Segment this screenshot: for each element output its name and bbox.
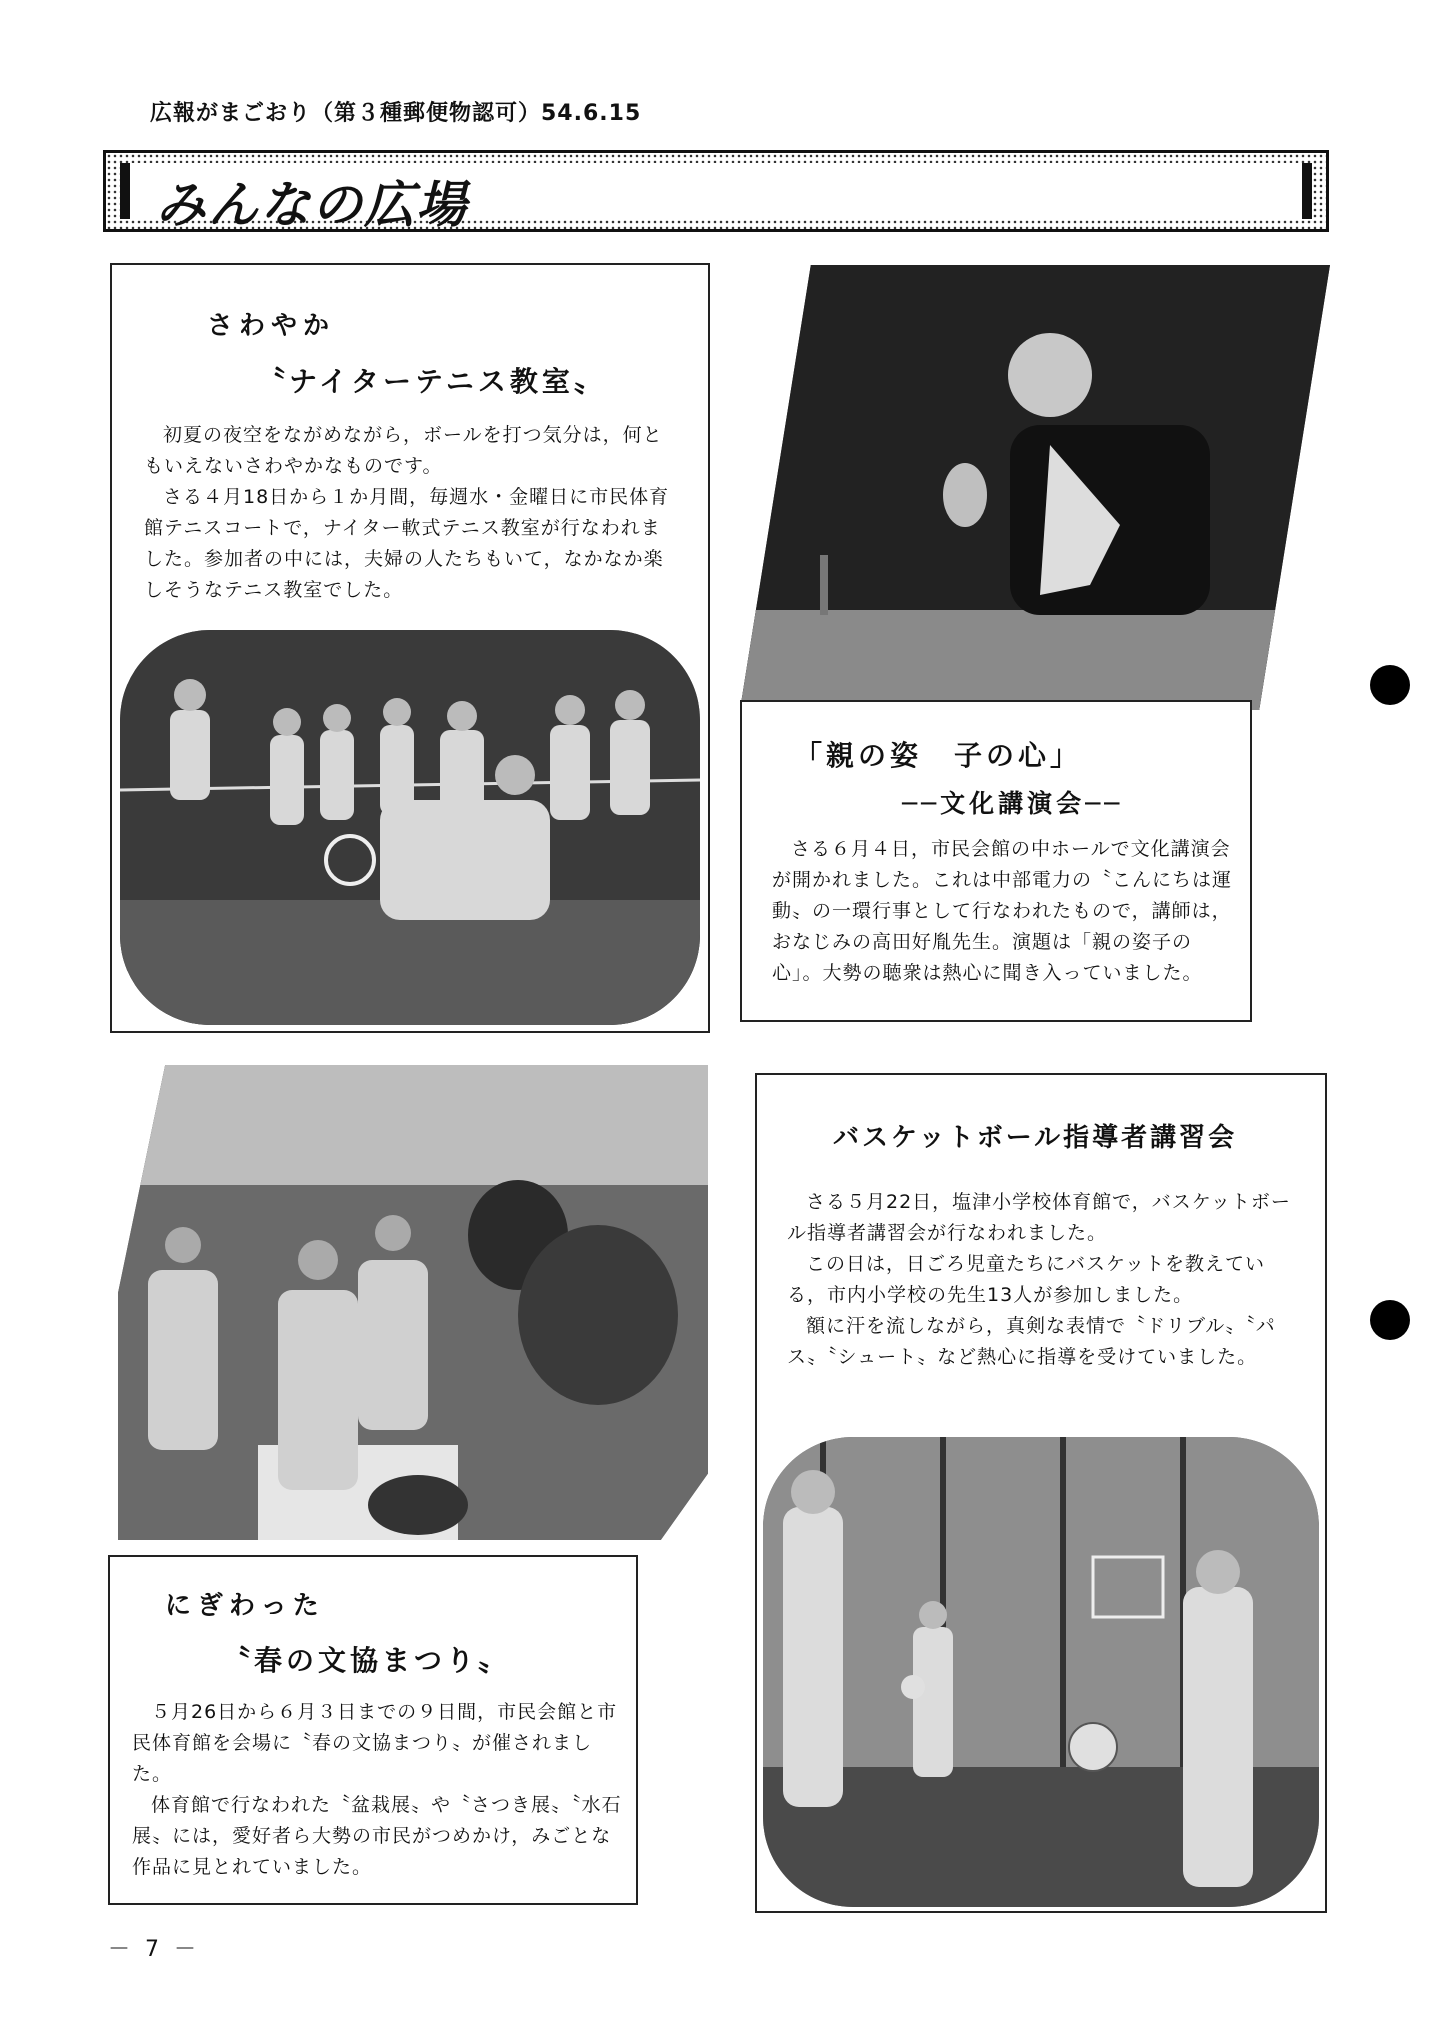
- spring-festival-kicker: にぎわった: [165, 1591, 325, 1621]
- tennis-kicker: さわやか: [207, 311, 336, 341]
- spring-festival-paragraph-1: ５月26日から６月３日までの９日間，市民会館と市民体育館を会場に〝春の文協まつり〟が催されました。: [132, 1701, 618, 1785]
- section-banner: [103, 150, 1329, 232]
- tennis-scene-illustration: [120, 630, 700, 1025]
- tennis-class-photo: [120, 630, 700, 1025]
- lecture-headline: 「親の姿 子の心」: [794, 739, 1083, 772]
- basketball-headline: バスケットボール指導者講習会: [833, 1123, 1238, 1153]
- bonsai-exhibition-photo: [118, 1065, 708, 1540]
- lecture-body: [772, 834, 1232, 989]
- binder-hole-icon: [1370, 665, 1410, 705]
- spring-festival-headline: 〝春の文協まつり〟: [222, 1644, 511, 1677]
- publication-header: 広報がまごおり（第３種郵便物認可）54.6.15: [150, 101, 642, 126]
- banner-inner: [120, 163, 1312, 234]
- basketball-body: [787, 1187, 1297, 1373]
- lecture-speaker-photo: [740, 265, 1330, 710]
- basketball-article: [755, 1073, 1327, 1913]
- lecture-subheadline: ──文化講演会──: [902, 789, 1124, 818]
- tennis-paragraph-1: 初夏の夜空をながめながら，ボールを打つ気分は，何ともいえないさわやかなものです。: [144, 424, 663, 477]
- basketball-gym-photo: [763, 1437, 1319, 1907]
- page-number: － 7 －: [108, 1937, 200, 1962]
- bonsai-scene-illustration: [118, 1065, 708, 1540]
- tennis-paragraph-2: さる４月18日から１か月間，毎週水・金曜日に市民体育館テニスコートで，ナイター軟式テニス教室が行なわれました。参加者の中には，夫婦の人たちもいて，なかなか楽しそうなテニス教室でした。: [144, 486, 670, 601]
- basketball-paragraph-2: この日は，日ごろ児童たちにバスケットを教えている，市内小学校の先生13人が参加しました。: [787, 1253, 1266, 1306]
- spring-festival-paragraph-2: 体育館で行なわれた〝盆栽展〟や〝さつき展〟〝水石展〟には，愛好者ら大勢の市民がつめかけ，みごとな作品に見とれていました。: [132, 1794, 622, 1878]
- basketball-scene-illustration: [763, 1437, 1319, 1907]
- spring-festival-body: [132, 1697, 622, 1883]
- tennis-body: [144, 420, 674, 606]
- banner-title: みんなの広場: [156, 176, 468, 234]
- basketball-paragraph-3: 額に汗を流しながら，真剣な表情で〝ドリブル〟〝パス〟〝シュート〟など熱心に指導を受けていました。: [787, 1315, 1276, 1368]
- binder-hole-icon: [1370, 1300, 1410, 1340]
- tennis-headline: 〝ナイターテニス教室〟: [257, 365, 606, 398]
- lecture-paragraph-1: さる６月４日，市民会館の中ホールで文化講演会が開かれました。これは中部電力の〝こんにちは運動〟の一環行事として行なわれたもので，講師は，おなじみの高田好胤先生。演題は「親の姿子の心」。大勢の聴衆は熱心に聞き入っていました。: [772, 838, 1233, 984]
- spring-festival-article: [108, 1555, 638, 1905]
- tennis-article: [110, 263, 710, 1033]
- basketball-paragraph-1: さる５月22日，塩津小学校体育館で，バスケットボール指導者講習会が行なわれました。: [787, 1191, 1291, 1244]
- lecture-article: [740, 700, 1252, 1022]
- lecture-scene-illustration: [740, 265, 1330, 710]
